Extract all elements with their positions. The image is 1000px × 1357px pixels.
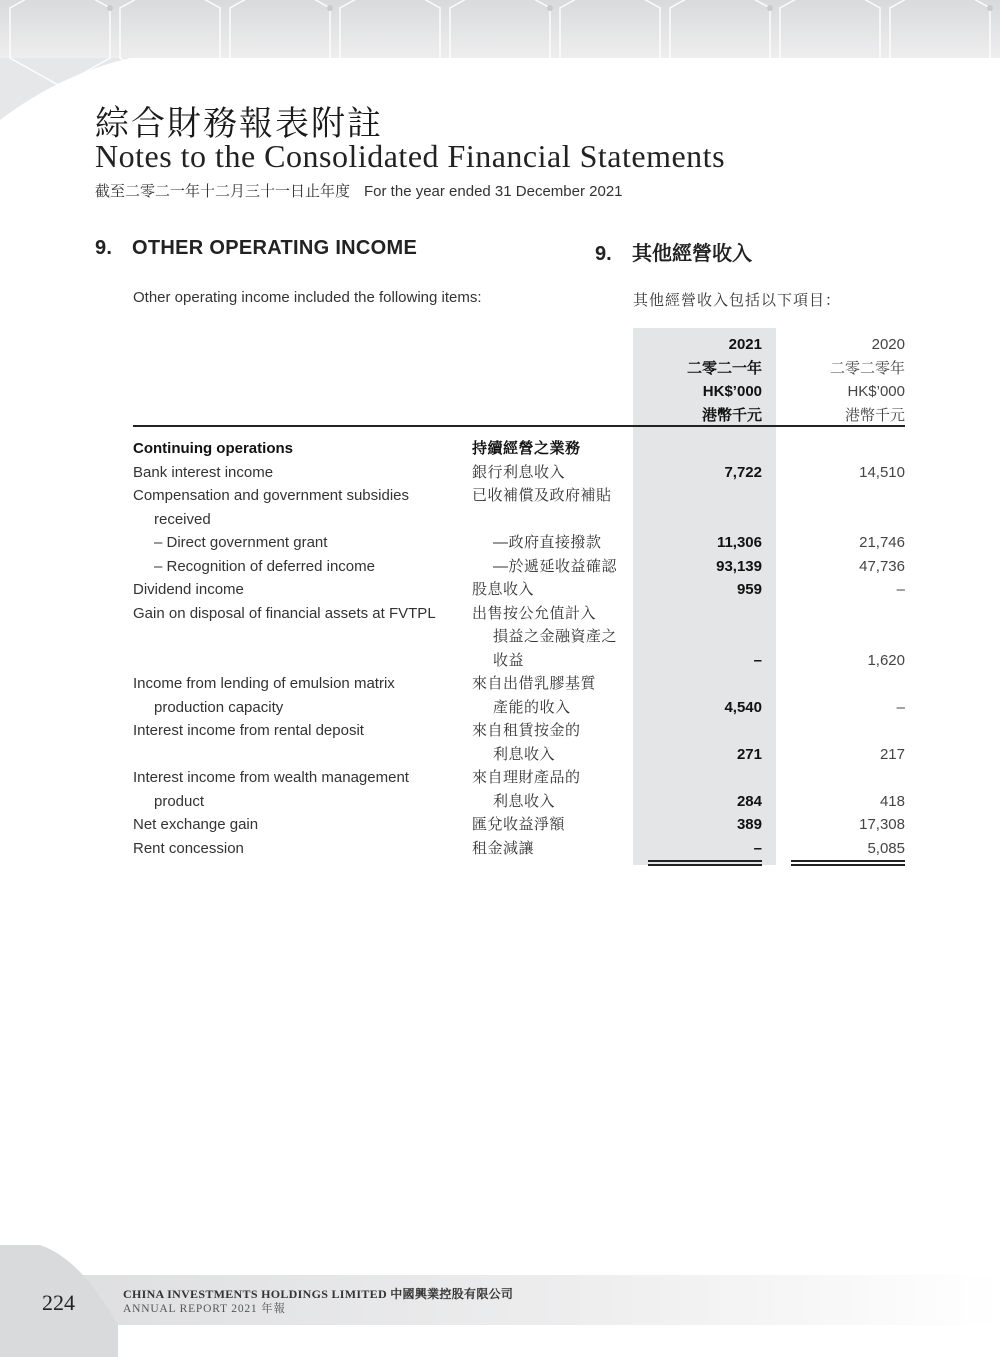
- column-unit: HK$’000: [847, 383, 905, 400]
- row-label-chinese: 股息收入: [472, 581, 535, 598]
- row-label-chinese: 損益之金融資產之: [493, 628, 618, 645]
- section-title-english: OTHER OPERATING INCOME: [132, 237, 418, 259]
- subtitle-chinese: 截至二零二一年十二月三十一日止年度: [95, 183, 351, 200]
- row-label-chinese: —政府直接撥款: [493, 534, 602, 551]
- income-table: [0, 437, 1000, 860]
- table-row: [0, 837, 1000, 861]
- page-title-chinese: 綜合財務報表附註: [95, 104, 383, 144]
- row-label-english: Dividend income: [133, 581, 244, 598]
- column-year: 2020: [871, 336, 905, 353]
- page-number: 224: [42, 1290, 75, 1315]
- value-2020: 21,746: [859, 534, 905, 551]
- row-label-english: Interest income from rental deposit: [133, 722, 364, 739]
- value-2021: 284: [736, 792, 762, 810]
- value-2020: 47,736: [859, 557, 905, 575]
- table-row: [0, 578, 1000, 602]
- table-row: [0, 743, 1000, 767]
- table-row: [0, 437, 1000, 461]
- value-2020: 217: [879, 745, 905, 763]
- value-2020: 418: [879, 792, 905, 810]
- row-label-chinese: 來自理財產品的: [472, 769, 581, 786]
- row-label-english: Compensation and government subsidies: [133, 487, 409, 504]
- value-2021: 959: [736, 581, 762, 598]
- table-row: [0, 672, 1000, 696]
- row-label-english: Continuing operations: [133, 440, 293, 457]
- page-title: Notes to the Consolidated Financial Statements: [95, 138, 726, 174]
- value-2021: 7,722: [724, 463, 762, 481]
- column-unit-cn: 港幣千元: [844, 406, 905, 424]
- section-number: 9.: [95, 237, 113, 259]
- column-year-cn: 二零二零年: [829, 359, 905, 377]
- page-subtitle: [95, 180, 623, 201]
- row-label-chinese: 銀行利息收入: [472, 463, 566, 481]
- table-row: [0, 555, 1000, 579]
- value-2020: 1,620: [867, 651, 905, 669]
- row-label-english: production capacity: [154, 698, 284, 716]
- footer-company-name: CHINA INVESTMENTS HOLDINGS LIMITED 中國興業控股有限公司: [123, 1287, 514, 1301]
- table-row: [0, 508, 1000, 532]
- row-label-english: Gain on disposal of financial assets at FVTPL: [133, 604, 436, 622]
- table-row: [0, 813, 1000, 837]
- column-year-cn: 二零二一年: [686, 359, 762, 377]
- value-2021: 93,139: [716, 557, 762, 575]
- row-label-chinese: 匯兌收益淨額: [472, 816, 566, 833]
- value-2020: –: [896, 698, 905, 716]
- intro-text-chinese: 其他經營收入包括以下項目：: [633, 292, 842, 309]
- section-title-chinese: 其他經營收入: [632, 243, 752, 265]
- value-2021: 389: [736, 816, 762, 833]
- value-2021: 4,540: [724, 698, 762, 716]
- column-year: 2021: [728, 336, 762, 353]
- row-label-english: – Recognition of deferred income: [154, 557, 375, 575]
- value-2020: 17,308: [859, 816, 905, 833]
- value-2021: –: [753, 839, 762, 857]
- table-row: [0, 484, 1000, 508]
- row-label-english: Net exchange gain: [133, 816, 259, 833]
- row-label-english: Income from lending of emulsion matrix: [133, 675, 395, 692]
- footer-report-title: ANNUAL REPORT 2021 年報: [123, 1303, 286, 1315]
- row-label-english: Rent concession: [133, 839, 244, 857]
- row-label-chinese: 利息收入: [493, 792, 556, 810]
- table-row: [0, 531, 1000, 555]
- total-double-rule-2021: [648, 860, 762, 866]
- table-row: [0, 696, 1000, 720]
- total-double-rule-2020: [791, 860, 905, 866]
- table-row: [0, 766, 1000, 790]
- column-header-2021: [622, 333, 762, 427]
- row-label-chinese: —於遞延收益確認: [493, 557, 618, 575]
- table-row: [0, 461, 1000, 485]
- table-row: [0, 602, 1000, 626]
- row-label-chinese: 已收補償及政府補貼: [472, 487, 612, 504]
- table-row: [0, 625, 1000, 649]
- row-label-chinese: 產能的收入: [493, 698, 571, 716]
- column-header-2020: [765, 333, 905, 427]
- row-label-chinese: 持續經營之業務: [472, 440, 581, 457]
- intro-text-english: Other operating income included the following items:: [133, 289, 482, 306]
- subtitle-english: For the year ended 31 December 2021: [364, 183, 623, 200]
- row-label-chinese: 出售按公允值計入: [472, 604, 597, 622]
- row-label-english: Interest income from wealth management: [133, 769, 409, 786]
- row-label-english: Bank interest income: [133, 463, 274, 481]
- value-2021: 271: [736, 745, 762, 763]
- value-2021: 11,306: [716, 534, 762, 551]
- value-2020: 14,510: [859, 463, 905, 481]
- row-label-english: – Direct government grant: [154, 534, 328, 551]
- row-label-chinese: 利息收入: [493, 745, 556, 763]
- row-label-english: received: [154, 510, 211, 528]
- section-heading-chinese: [595, 237, 752, 266]
- table-row: [0, 649, 1000, 673]
- section-number-cn: 9.: [595, 243, 612, 265]
- row-label-chinese: 收益: [493, 651, 525, 669]
- value-2020: 5,085: [867, 839, 905, 857]
- row-label-english: product: [154, 792, 205, 810]
- value-2020: –: [896, 581, 905, 598]
- row-label-chinese: 來自租賃按金的: [472, 722, 581, 739]
- table-row: [0, 719, 1000, 743]
- row-label-chinese: 租金減讓: [472, 839, 535, 857]
- column-unit-cn: 港幣千元: [701, 406, 762, 424]
- column-unit: HK$’000: [702, 383, 762, 400]
- table-header-rule: [133, 425, 905, 427]
- row-label-chinese: 來自出借乳膠基質: [472, 675, 597, 692]
- table-row: [0, 790, 1000, 814]
- value-2021: –: [753, 651, 762, 669]
- section-heading-english: [95, 237, 417, 260]
